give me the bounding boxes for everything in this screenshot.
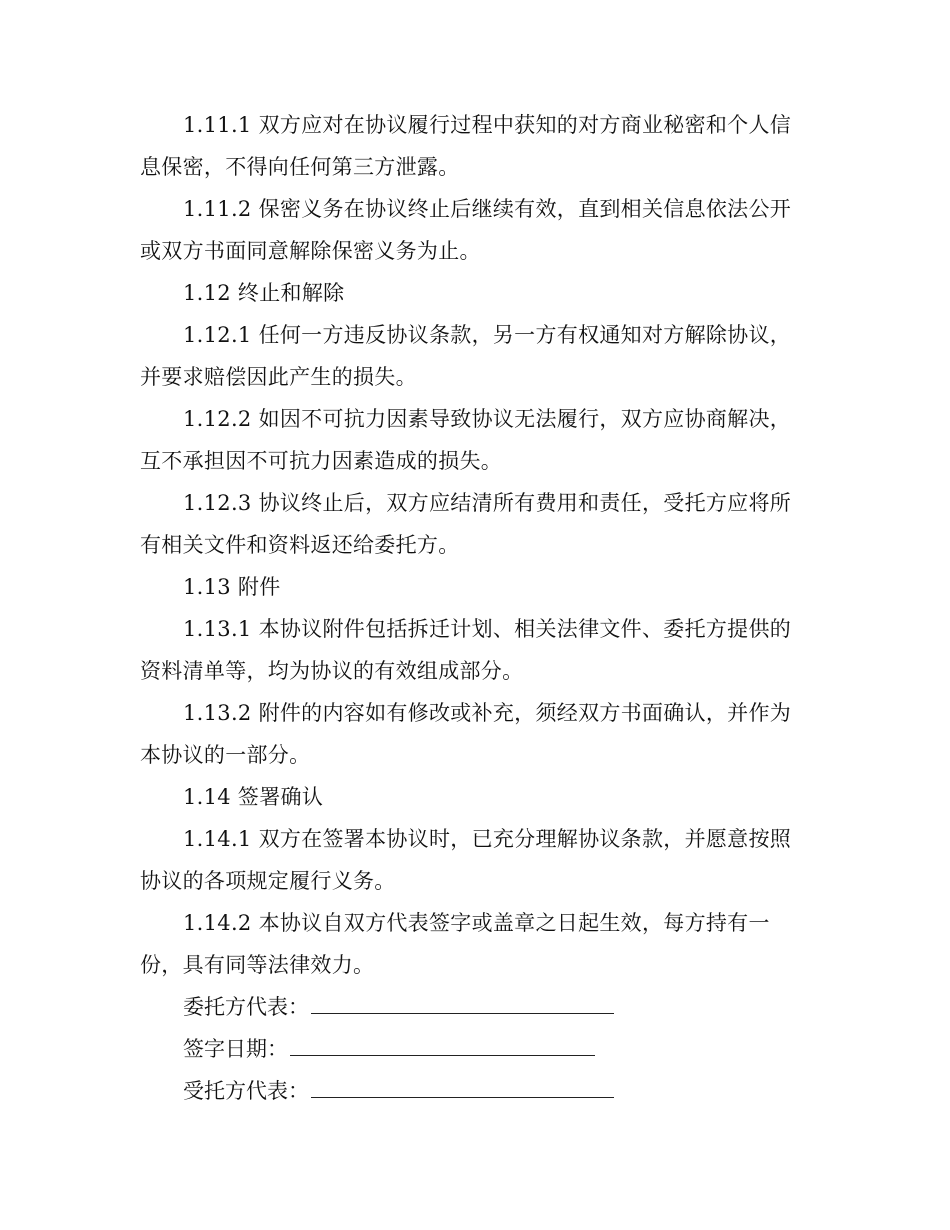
clause-1-11-1: 1.11.1 双方应对在协议履行过程中获知的对方商业秘密和个人信息保密，不得向任何第三方泄露。 xyxy=(140,113,792,179)
trustee-rep-label: 受托方代表： xyxy=(183,1079,309,1103)
trustee-rep-signature-blank xyxy=(311,1077,614,1098)
signature-trustee-rep xyxy=(140,1070,810,1112)
section-heading-1-12: 1.12 终止和解除 xyxy=(183,281,345,305)
document-body xyxy=(140,104,810,1112)
sign-date-label: 签字日期： xyxy=(183,1037,288,1061)
clause-1-11-2: 1.11.2 保密义务在协议终止后继续有效，直到相关信息依法公开或双方书面同意解除保密义务为止。 xyxy=(140,197,792,263)
sign-date-blank xyxy=(290,1035,595,1056)
client-rep-label: 委托方代表： xyxy=(183,995,309,1019)
clause-1-14-2: 1.14.2 本协议自双方代表签字或盖章之日起生效，每方持有一份，具有同等法律效力。 xyxy=(140,911,770,977)
clause-1-12-2: 1.12.2 如因不可抗力因素导致协议无法履行，双方应协商解决，互不承担因不可抗力因素造成的损失。 xyxy=(140,407,792,473)
clause-1-14-1: 1.14.1 双方在签署本协议时，已充分理解协议条款，并愿意按照协议的各项规定履行义务。 xyxy=(140,827,792,893)
signature-date xyxy=(140,1028,810,1070)
clause-1-12-3: 1.12.3 协议终止后，双方应结清所有费用和责任，受托方应将所有相关文件和资料返还给委托方。 xyxy=(140,491,792,557)
clause-1-13-1: 1.13.1 本协议附件包括拆迁计划、相关法律文件、委托方提供的资料清单等，均为协议的有效组成部分。 xyxy=(140,617,792,683)
signature-client-rep xyxy=(140,986,810,1028)
clause-1-13-2: 1.13.2 附件的内容如有修改或补充，须经双方书面确认，并作为本协议的一部分。 xyxy=(140,701,792,767)
section-heading-1-13: 1.13 附件 xyxy=(183,575,281,599)
client-rep-signature-blank xyxy=(311,993,614,1014)
clause-1-12-1: 1.12.1 任何一方违反协议条款，另一方有权通知对方解除协议，并要求赔偿因此产生的损失。 xyxy=(140,323,792,389)
section-heading-1-14: 1.14 签署确认 xyxy=(183,785,324,809)
